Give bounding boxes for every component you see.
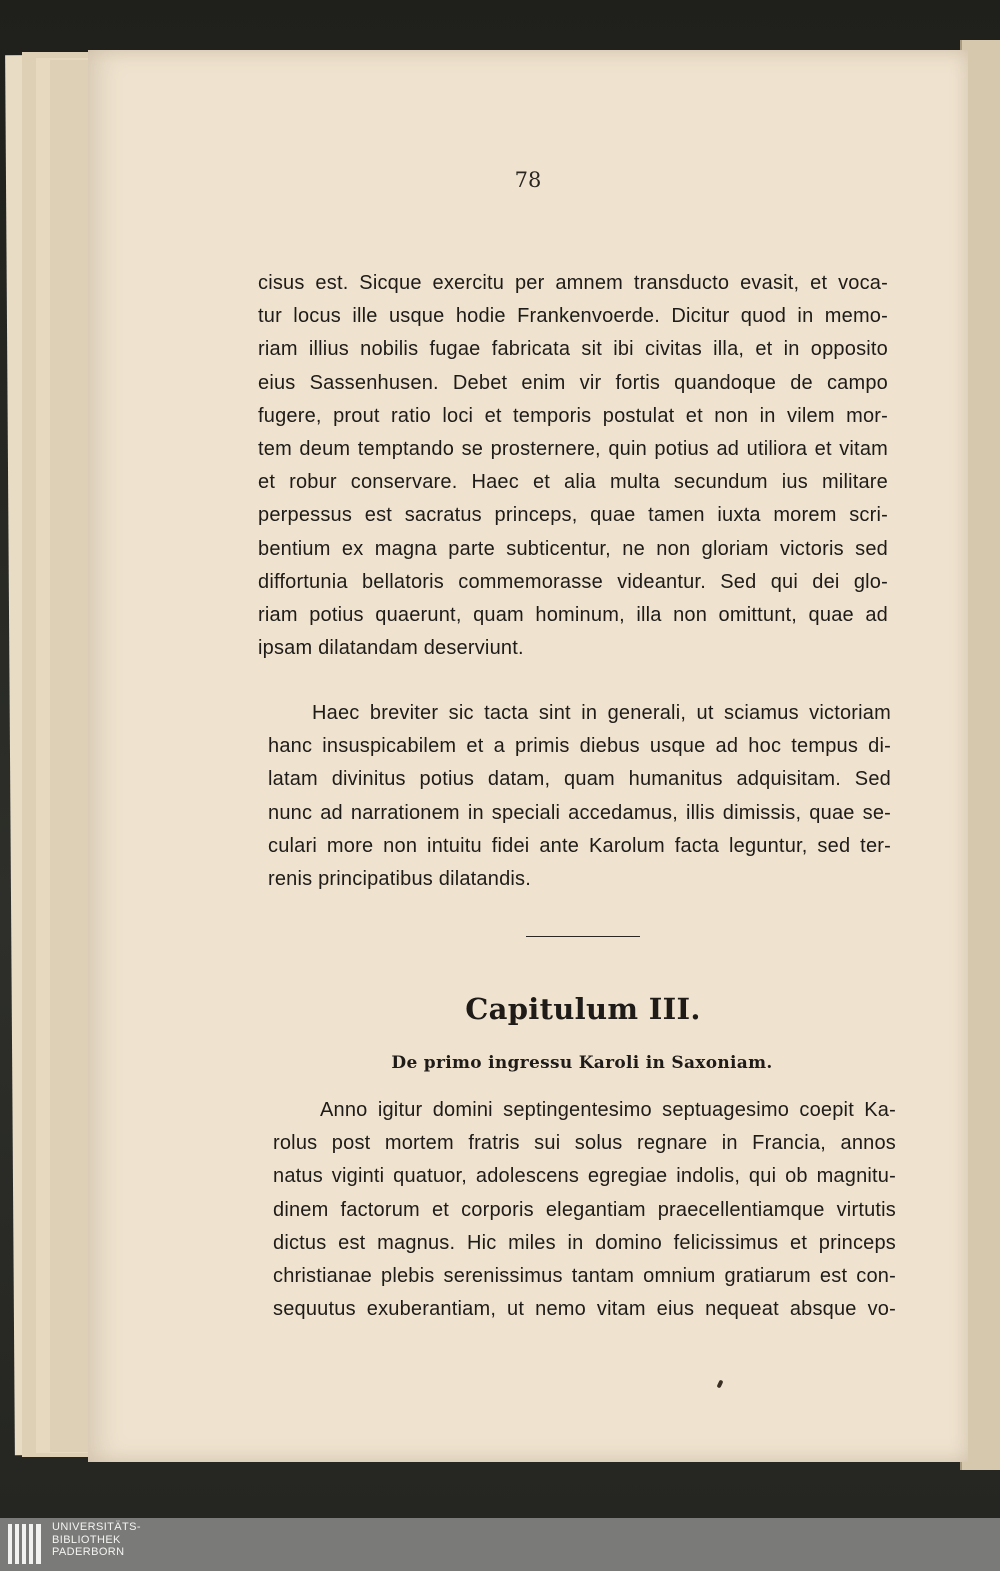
book-page <box>88 50 968 1462</box>
text-line: rolus post mortem fratris sui solus regnare in Francia, annos <box>273 1132 896 1155</box>
text-line: eius Sassenhusen. Debet enim vir fortis quandoque de campo <box>258 371 888 394</box>
library-name <box>52 1521 141 1559</box>
library-name-line: UNIVERSITÄTS- <box>52 1521 141 1533</box>
page-number: 78 <box>514 168 542 192</box>
ink-mark <box>716 1380 723 1389</box>
paragraph-1 <box>258 267 888 665</box>
text-line: dinem factorum et corporis elegantiam praecellentiamque virtutis <box>273 1198 896 1221</box>
text-line: cisus est. Sicque exercitu per amnem transducto evasit, et voca- <box>258 272 888 294</box>
text-line: natus viginti quatuor, adolescens egregiae indolis, qui ob magnitu- <box>273 1165 896 1188</box>
library-name-line: BIBLIOTHEK <box>52 1533 121 1546</box>
university-library-bars-icon <box>8 1524 48 1564</box>
text-line: et robur conservare. Haec et alia multa secundum ius militare <box>258 471 888 494</box>
text-line: hanc insuspicabilem et a primis diebus usque ad hoc tempus di- <box>268 735 891 758</box>
text-line: tem deum temptando se prosternere, quin potius ad utiliora et vitam <box>258 438 888 461</box>
section-divider <box>526 936 640 937</box>
chapter-title: Capitulum III. <box>465 992 701 1026</box>
text-line: riam illius nobilis fugae fabricata sit ibi civitas illa, et in opposito <box>258 338 888 361</box>
text-line: christianae plebis serenissimus tantam omnium gratiarum est con- <box>273 1265 896 1288</box>
text-line: bentium ex magna parte subticentur, ne non gloriam victoris sed <box>258 537 888 560</box>
text-line: dictus est magnus. Hic miles in domino felicissimus et princeps <box>273 1231 896 1254</box>
text-line: latam divinitus potius datam, quam humanitus adquisitam. Sed <box>268 768 891 791</box>
text-line: renis principatibus dilatandis. <box>268 868 532 891</box>
text-line: nunc ad narrationem in speciali accedamus, illis dimissis, quae se- <box>268 801 891 824</box>
text-line: fugere, prout ratio loci et temporis postulat et non in vilem mor- <box>258 404 888 427</box>
text-line: sequutus exuberantiam, ut nemo vitam eius nequeat absque vo- <box>273 1298 896 1321</box>
text-line: Anno igitur domini septingentesimo septuagesimo coepit Ka- <box>320 1099 896 1121</box>
text-line: ipsam dilatandam deserviunt. <box>258 637 524 660</box>
text-line: Haec breviter sic tacta sint in generali, ut sciamus victoriam <box>312 702 891 724</box>
paragraph-2 <box>268 697 891 896</box>
text-line: diffortunia bellatoris commemorasse videantur. Sed qui dei glo- <box>258 570 888 593</box>
library-name-line: PADERBORN <box>52 1546 125 1558</box>
library-footer <box>0 1518 1000 1571</box>
text-line: perpessus est sacratus princeps, quae tamen iuxta morem scri- <box>258 504 888 527</box>
paragraph-3 <box>273 1094 896 1326</box>
chapter-subtitle: De primo ingressu Karoli in Saxoniam. <box>391 1053 773 1073</box>
text-line: culari more non intuitu fidei ante Karolum facta leguntur, sed ter- <box>268 834 891 857</box>
text-line: riam potius quaerunt, quam hominum, illa non omittunt, quae ad <box>258 604 888 627</box>
text-line: tur locus ille usque hodie Frankenvoerde. Dicitur quod in memo- <box>258 305 888 328</box>
